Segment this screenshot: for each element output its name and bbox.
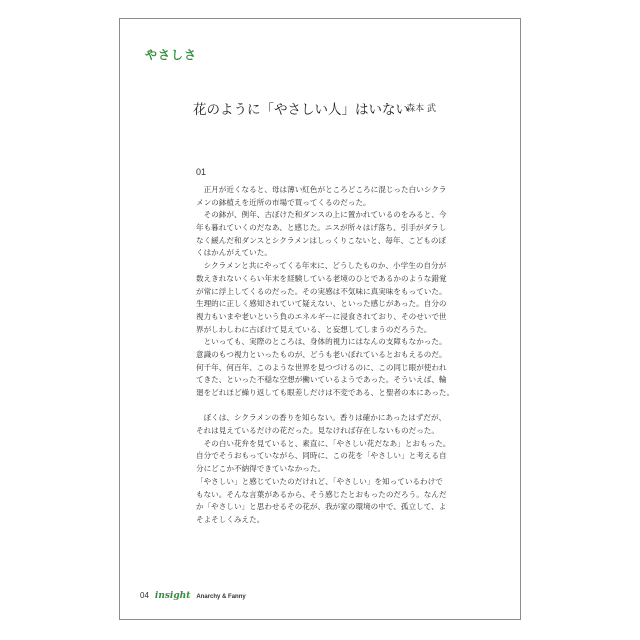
body-line: といっても、実際のところは、身体的視力にはなんの支障もなかった。 xyxy=(203,337,447,347)
body-line: 意識のもつ視力といったものが、どうも老いぼれているとおもえるのだ。 xyxy=(196,349,447,359)
body-line: が常に浮上してくるのだった。その実感は不気味に真実味をもっていた。 xyxy=(196,286,447,296)
body-line: 「やさしい」と感じていたのだけれど、「やさしい」を知っているわけで xyxy=(196,476,443,486)
chapter-number: 01 xyxy=(196,167,207,177)
body-line: ぼくは、シクラメンの香りを知らない。香りは確かにあったはずだが、 xyxy=(203,413,447,423)
body-line: くはかんがえていた。 xyxy=(196,248,272,258)
body-line: それは見えているだけの花だった。見なければ存在しないものだった。 xyxy=(196,426,439,436)
body-line: 生理的に正しく感知されていて疑えない、といった感じがあった。自分の xyxy=(196,299,447,309)
section-tag: やさしさ xyxy=(145,48,198,62)
body-line: 正月が近くなると、母は薄い紅色がところどころに混じった白いシクラ xyxy=(203,185,447,194)
body-line: メンの鉢植えを近所の市場で買ってくるのだった。 xyxy=(196,197,371,207)
page-number: 04 xyxy=(140,591,149,600)
brand-subtitle: Anarchy & Fanny xyxy=(196,594,246,600)
body-line: もない。そんな言葉があるから、そう感じたとおもったのだろう。なんだ xyxy=(196,489,447,499)
body-line: その鉢が、例年、古ぼけた和ダンスの上に置かれているのをみると、今 xyxy=(203,210,447,220)
body-line: てきた、といった不穏な空想が働いているようであった。そういえば、輪 xyxy=(196,375,447,385)
body-line: 廻をどれほど繰り返しても眼差しだけは不変である、と聖者の本にあった。 xyxy=(196,388,454,397)
body-line: 自分でそうおもっていながら、同時に、この花を「やさしい」と考える自 xyxy=(196,451,447,461)
body-line: なく緩んだ和ダンスとシクラメンはしっくりこないと、毎年、こどものぼ xyxy=(196,235,447,245)
body-line: か「やさしい」と思わせるその花が、我が家の環境の中で、孤立して、よ xyxy=(196,502,447,512)
article-title: 花のように「やさしい人」はいない xyxy=(193,102,409,118)
body-line: 界がしわしわに古ぼけて見えている、と妄想してしまうのだろうた。 xyxy=(196,324,432,334)
document-page xyxy=(119,18,521,620)
body-line xyxy=(196,400,454,413)
article-body xyxy=(196,184,454,527)
body-line: 年も暮れていくのだなあ、と感じた。ニスが所々はげ落ち、引手がダラし xyxy=(196,223,447,233)
body-line: シクラメンと共にやってくる年末に、どうしたものか、小学生の自分が xyxy=(203,261,447,271)
page-footer xyxy=(140,591,246,601)
body-line: 数えきれないくらい年末を経験している老境のひとであるかのような錯覚 xyxy=(196,273,447,283)
body-line: 視力もいまや老いという負のエネルギーに浸食されており、そのせいで世 xyxy=(196,311,447,321)
author-name: 森本 武 xyxy=(406,104,436,114)
body-line: そよそしくみえた。 xyxy=(196,514,265,524)
body-line: 何千年、何百年、このような世界を見つづけるのに、この同じ眼が使われ xyxy=(196,362,447,372)
body-line: その白い花弁を見ていると、素直に、「やさしい花だなあ」とおもった。 xyxy=(203,438,451,448)
brand-logo: insight xyxy=(154,591,191,601)
body-line: 分にどこか不納得できていなかった。 xyxy=(196,464,326,474)
